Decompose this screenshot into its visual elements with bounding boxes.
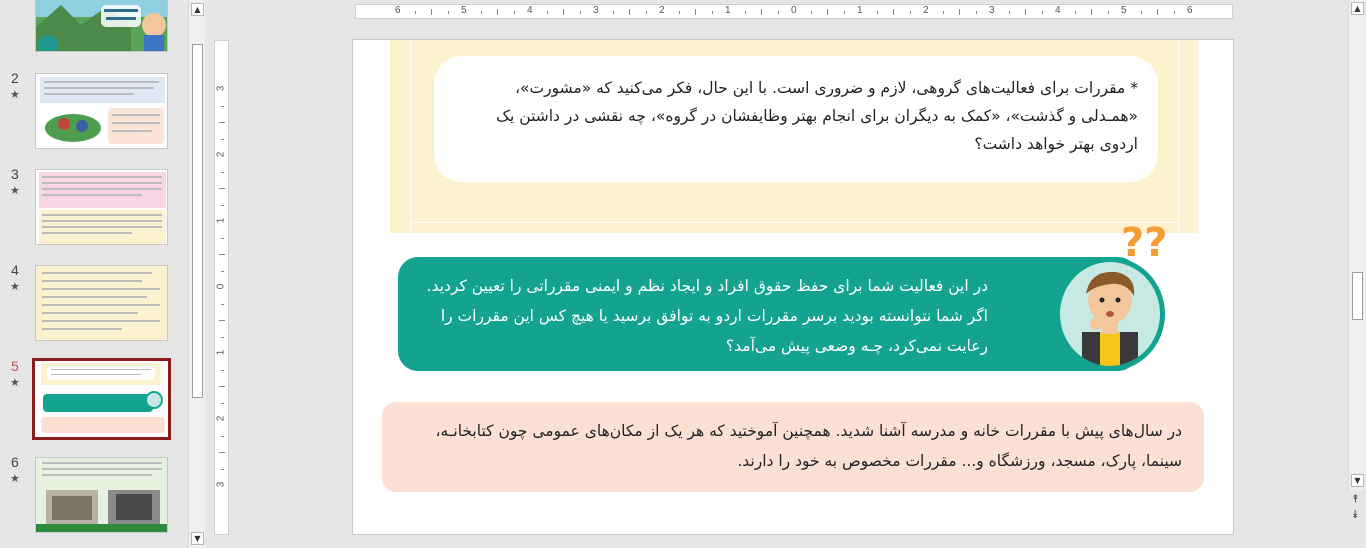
ruler-tick: [448, 11, 449, 14]
ruler-tick: [221, 172, 224, 173]
ruler-tick: [1025, 9, 1026, 15]
ruler-tick: [976, 11, 977, 14]
ruler-tick: [1157, 9, 1158, 15]
ruler-label: 4: [527, 5, 533, 16]
animation-star-icon: ★: [10, 184, 20, 197]
ruler-tick: [481, 11, 482, 14]
ruler-label: 3: [215, 481, 227, 488]
ruler-tick: [221, 139, 224, 140]
ruler-tick: [910, 11, 911, 14]
ruler-tick: [827, 9, 828, 15]
ruler-tick: [221, 304, 224, 305]
ruler-tick: [221, 370, 224, 371]
ruler-tick: [219, 452, 225, 453]
ruler-tick: [629, 9, 630, 15]
ruler-tick: [1009, 11, 1010, 14]
thumbnail-2-image: [42, 106, 104, 146]
editor-scrollbar[interactable]: [1348, 0, 1365, 490]
ruler-label: 3: [215, 85, 227, 92]
slide-number: 5: [11, 358, 19, 374]
ruler-label: 1: [215, 217, 227, 224]
question-text-box[interactable]: [434, 56, 1158, 182]
ruler-tick: [679, 11, 680, 14]
slide-thumbnail-2[interactable]: [35, 73, 168, 149]
slide-number: 6: [11, 454, 19, 470]
ruler-label: 2: [215, 151, 227, 158]
ruler-tick: [219, 254, 225, 255]
ruler-label: 1: [857, 5, 863, 16]
ruler-tick: [1042, 11, 1043, 14]
ruler-label: 2: [659, 5, 665, 16]
ruler-label: 6: [1187, 5, 1193, 16]
ruler-tick: [761, 9, 762, 15]
slide-thumbnail-3[interactable]: [35, 169, 168, 245]
ruler-tick: [1108, 11, 1109, 14]
slide-thumbnail-5[interactable]: [32, 358, 171, 440]
slide-number: 4: [11, 262, 19, 278]
ruler-tick: [1141, 11, 1142, 14]
previous-slide-icon[interactable]: ⯭: [1352, 492, 1359, 505]
ruler-label: 1: [725, 5, 731, 16]
ruler-label: 2: [923, 5, 929, 16]
slide-thumbnail-4[interactable]: [35, 265, 168, 341]
ruler-label: 0: [791, 5, 797, 16]
slide-thumbnail-1[interactable]: [35, 0, 168, 52]
thumbnail-1-image: [36, 0, 168, 52]
ruler-tick: [646, 11, 647, 14]
question-marks-icon: ??: [1121, 220, 1168, 266]
slide-thumbnail-6[interactable]: [35, 457, 168, 533]
ruler-tick: [580, 11, 581, 14]
ruler-tick: [219, 188, 225, 189]
thumbnail-6-image-right: [108, 490, 160, 524]
thumbnail-scroll-thumb[interactable]: [192, 44, 203, 398]
ruler-tick: [221, 403, 224, 404]
ruler-tick: [1174, 11, 1175, 14]
ruler-tick: [415, 11, 416, 14]
ruler-tick: [221, 205, 224, 206]
ruler-tick: [221, 271, 224, 272]
ruler-tick: [778, 11, 779, 14]
ruler-tick: [219, 386, 225, 387]
slide-number: 2: [11, 70, 19, 86]
ruler-label: 6: [395, 5, 401, 16]
ruler-label: 1: [215, 349, 227, 356]
ruler-tick: [221, 238, 224, 239]
ruler-tick: [695, 9, 696, 15]
ruler-tick: [959, 9, 960, 15]
thumbnail-scrollbar[interactable]: [188, 0, 205, 548]
info-text-box[interactable]: [382, 402, 1204, 492]
activity-text-box[interactable]: [398, 257, 1138, 371]
ruler-tick: [1091, 9, 1092, 15]
question-text: * مقررات برای فعالیت‌های گروهی، لازم و ضروری است. با این حال، فکر می‌کنید که «مشورت»، «همـدلی و گذشت»، «کمک به دیگران برای انجام بهتر وظایفشان در گروه»، چه نقشی در داشتن یک اردوی بهتر خواهد داشت؟: [496, 79, 1138, 153]
ruler-tick: [221, 469, 224, 470]
ruler-tick: [221, 106, 224, 107]
thumbnail-6-image-left: [46, 490, 98, 524]
ruler-tick: [943, 11, 944, 14]
ruler-tick: [893, 9, 894, 15]
ruler-tick: [844, 11, 845, 14]
ruler-tick: [221, 436, 224, 437]
ruler-label: 0: [215, 283, 227, 290]
ruler-tick: [563, 9, 564, 15]
ruler-label: 5: [461, 5, 467, 16]
activity-text: در این فعالیت شما برای حفظ حقوق افراد و ایجاد نظم و ایمنی مقرراتی را تعیین کردید. اگر شما نتوانسته بودید برسر مقررات اردو به توافق برسید یا هیچ کس این مقررات را رعایت نمی‌کرد، چـه وضعی پیش می‌آمد؟: [426, 277, 988, 355]
ruler-tick: [547, 11, 548, 14]
ruler-tick: [811, 11, 812, 14]
slide-thumbnail-pane: [0, 0, 188, 548]
ruler-tick: [219, 122, 225, 123]
ruler-tick: [431, 9, 432, 15]
scroll-down-icon[interactable]: ▼: [191, 532, 204, 545]
animation-star-icon: ★: [10, 472, 20, 485]
horizontal-ruler: [355, 4, 1233, 19]
info-text: در سال‌های پیش با مقررات خانه و مدرسه آشنا شدید. همچنین آموختید که هر یک از مکان‌های عمومی چون کتابخانـه، سینما، پارک، مسجد، ورزشگاه و... مقررات مخصوص به خود را دارند.: [435, 422, 1182, 470]
slide-number: 3: [11, 166, 19, 182]
ruler-label: 4: [1055, 5, 1061, 16]
ruler-tick: [877, 11, 878, 14]
ruler-tick: [613, 11, 614, 14]
animation-star-icon: ★: [10, 88, 20, 101]
ruler-tick: [514, 11, 515, 14]
ruler-tick: [221, 337, 224, 338]
animation-star-icon: ★: [10, 376, 20, 389]
ruler-tick: [712, 11, 713, 14]
editor-scroll-thumb[interactable]: [1352, 272, 1363, 320]
ruler-label: 3: [593, 5, 599, 16]
slide-canvas[interactable]: [352, 39, 1234, 535]
ruler-label: 5: [1121, 5, 1127, 16]
scroll-up-icon[interactable]: ▲: [1351, 2, 1364, 15]
ruler-label: 3: [989, 5, 995, 16]
ruler-tick: [219, 320, 225, 321]
scroll-down-icon[interactable]: ▼: [1351, 474, 1364, 487]
ruler-tick: [745, 11, 746, 14]
vertical-ruler: [214, 40, 229, 535]
animation-star-icon: ★: [10, 280, 20, 293]
next-slide-icon[interactable]: ⯯: [1352, 508, 1359, 521]
ruler-tick: [1075, 11, 1076, 14]
scroll-up-icon[interactable]: ▲: [191, 3, 204, 16]
thinking-boy-avatar: [1055, 257, 1165, 371]
ruler-tick: [497, 9, 498, 15]
ruler-label: 2: [215, 415, 227, 422]
